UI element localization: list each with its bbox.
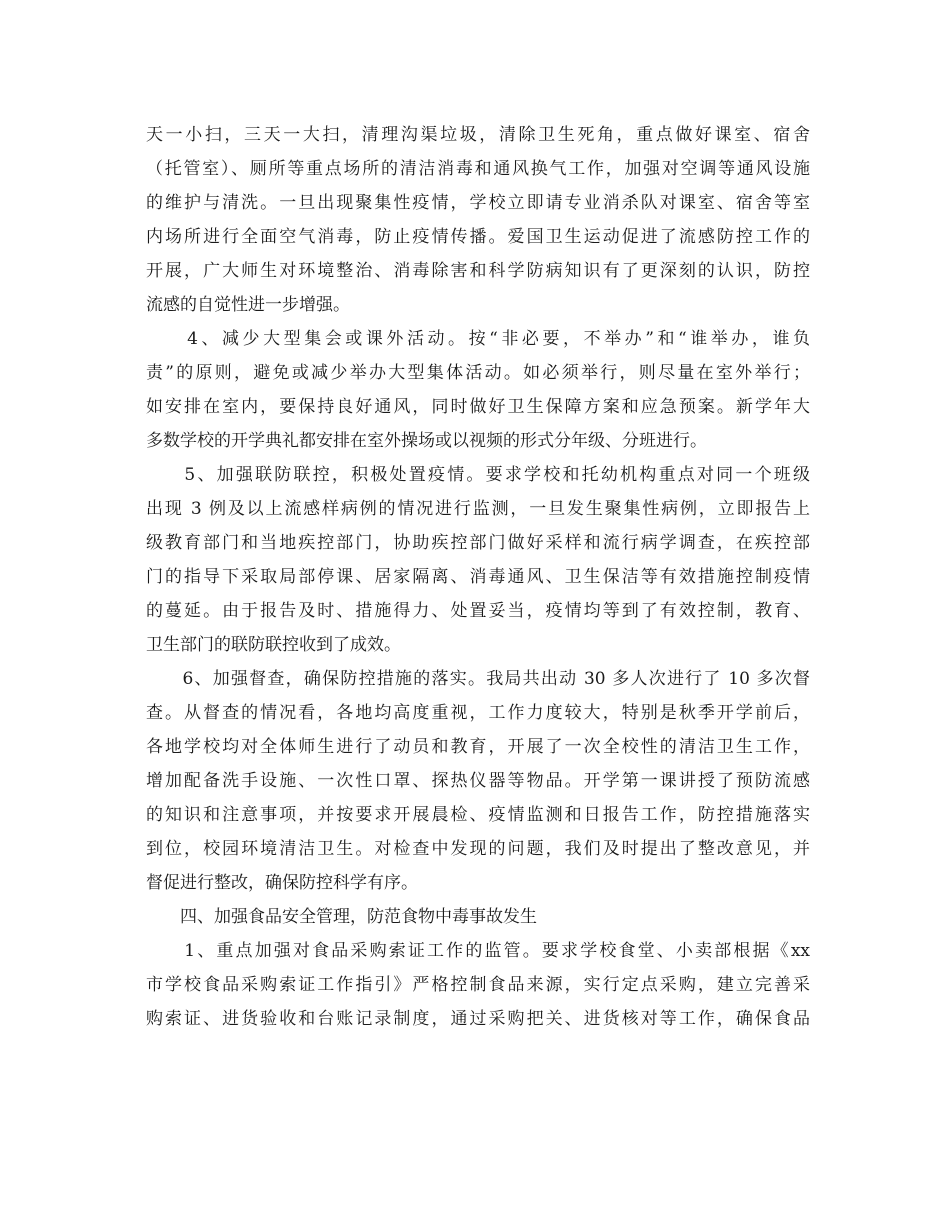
text-line: 级教育部门和当地疾控部门，协助疾控部门做好采样和流行病学调查，在疾控部 [146, 533, 810, 553]
text-line: 开展，广大师生对环境整治、消毒除害和科学防病知识有了更深刻的认识，防控 [146, 261, 810, 281]
text-line: 5、加强联防联控，积极处置疫情。要求学校和托幼机构重点对同一个班级 [146, 465, 810, 485]
text-line: 的知识和注意事项，并按要求开展晨检、疫情监测和日报告工作，防控措施落实 [146, 805, 810, 825]
text-line: 6、加强督查，确保防控措施的落实。我局共出动 30 多人次进行了 10 多次督 [146, 669, 810, 689]
text-line: 的维护与清洗。一旦出现聚集性疫情，学校立即请专业消杀队对课室、宿舍等室 [146, 193, 810, 213]
text-line: 购索证、进货验收和台账记录制度，通过采购把关、进货核对等工作，确保食品 [146, 1009, 810, 1029]
text-line: 1、重点加强对食品采购索证工作的监管。要求学校食堂、小卖部根据《xx [146, 941, 810, 961]
text-line: 各地学校均对全体师生进行了动员和教育，开展了一次全校性的清洁卫生工作， [146, 737, 810, 757]
section-heading: 四、加强食品安全管理，防范食物中毒事故发生 [146, 907, 537, 927]
text-line: （托管室）、厕所等重点场所的清洁消毒和通风换气工作，加强对空调等通风设施 [146, 159, 810, 179]
text-line: 责”的原则，避免或减少举办大型集体活动。如必须举行，则尽量在室外举行； [146, 363, 810, 383]
text-line: 4、减少大型集会或课外活动。按“非必要，不举办”和“谁举办，谁负 [146, 329, 810, 349]
text-line: 门的指导下采取局部停课、居家隔离、消毒通风、卫生保洁等有效措施控制疫情 [146, 567, 810, 587]
text-line: 内场所进行全面空气消毒，防止疫情传播。爱国卫生运动促进了流感防控工作的 [146, 227, 810, 247]
document-body [146, 118, 810, 1036]
text-line: 出现 3 例及以上流感样病例的情况进行监测，一旦发生聚集性病例，立即报告上 [146, 499, 810, 519]
text-line: 增加配备洗手设施、一次性口罩、探热仪器等物品。开学第一课讲授了预防流感 [146, 771, 810, 791]
text-line: 查。从督查的情况看，各地均高度重视，工作力度较大，特别是秋季开学前后， [146, 703, 810, 723]
text-line: 卫生部门的联防联控收到了成效。 [146, 635, 401, 655]
text-line: 督促进行整改，确保防控科学有序。 [146, 873, 418, 893]
text-line: 多数学校的开学典礼都安排在室外操场或以视频的形式分年级、分班进行。 [146, 431, 707, 451]
text-line: 到位，校园环境清洁卫生。对检查中发现的问题，我们及时提出了整改意见，并 [146, 839, 810, 859]
text-line: 市学校食品采购索证工作指引》严格控制食品来源，实行定点采购，建立完善采 [146, 975, 810, 995]
text-line: 天一小扫，三天一大扫，清理沟渠垃圾，清除卫生死角，重点做好课室、宿舍 [146, 125, 810, 145]
text-line: 流感的自觉性进一步增强。 [146, 295, 350, 315]
text-line: 如安排在室内，要保持良好通风，同时做好卫生保障方案和应急预案。新学年大 [146, 397, 810, 417]
text-line: 的蔓延。由于报告及时、措施得力、处置妥当，疫情均等到了有效控制，教育、 [146, 601, 810, 621]
